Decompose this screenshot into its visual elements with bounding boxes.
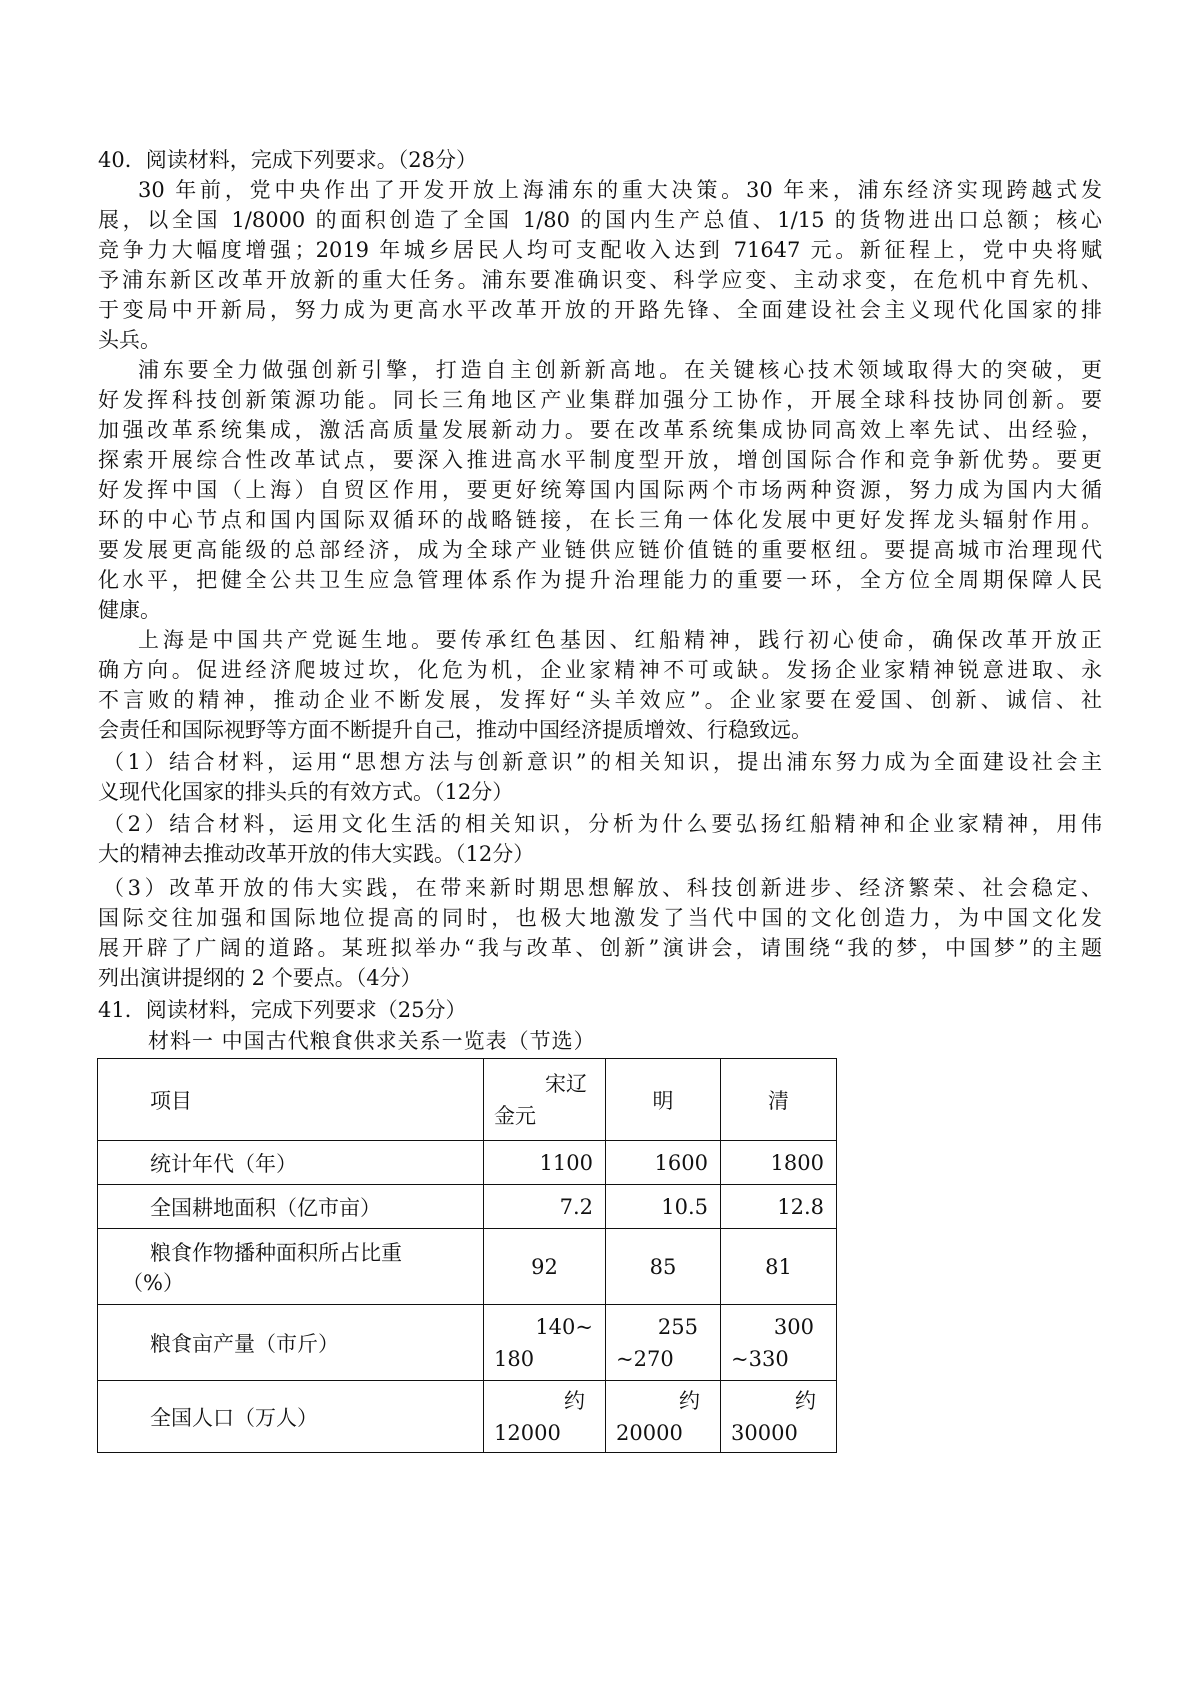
- q40-subq3-line: （3）改革开放的伟大实践，在带来新时期思想解放、科技创新进步、经济繁荣、社会稳定、: [103, 876, 1102, 900]
- table-header-row: [98, 1059, 837, 1141]
- header-song-liao-jin-yuan: [484, 1059, 606, 1141]
- q40-subq3-line: 国际交往加强和国际地位提高的同时，也极大地激发了当代中国的文化创造力，为中国文化发: [98, 906, 1102, 930]
- q40-para1-line: 竞争力大幅度增强；2019 年城乡居民人均可支配收入达到 71647 元。新征程上，党中央将赋: [98, 238, 1102, 262]
- table-cell: [606, 1305, 721, 1381]
- table-caption: 材料一 中国古代粮食供求关系一览表（节选）: [148, 1029, 596, 1053]
- q40-header: 40．阅读材料，完成下列要求。（28分）: [98, 148, 477, 172]
- q40-subq2-line: （2）结合材料，运用文化生活的相关知识，分析为什么要弘扬红船精神和企业家精神，用伟: [103, 812, 1102, 836]
- cell-bottom: 180: [494, 1346, 535, 1371]
- header-qing: 清: [721, 1059, 837, 1141]
- table-cell: 10.5: [606, 1185, 721, 1229]
- row-label: 全国人口（万人）: [98, 1381, 484, 1453]
- q40-subq2-line: 大的精神去推动改革开放的伟大实践。（12分）: [98, 842, 535, 866]
- q40-subq3-line: 列出演讲提纲的 2 个要点。（4分）: [98, 966, 422, 990]
- q40-para3-line: 会责任和国际视野等方面不断提升自己，推动中国经济提质增效、行稳致远。: [98, 718, 812, 742]
- table-cell: 12.8: [721, 1185, 837, 1229]
- q40-para1-line: 展，以全国 1/8000 的面积创造了全国 1/80 的国内生产总值、1/15 的货物进出口总额；核心: [98, 208, 1102, 232]
- cell-bottom: 20000: [616, 1420, 683, 1445]
- header-cell-top: 宋辽: [545, 1071, 587, 1096]
- table-cell: 7.2: [484, 1185, 606, 1229]
- q40-para2-line: 好发挥科技创新策源功能。同长三角地区产业集群加强分工协作，开展全球科技协同创新。要: [98, 388, 1102, 412]
- row-label-unit: （%）: [122, 1270, 184, 1295]
- cell-top: 约: [564, 1388, 585, 1413]
- q40-para2-line: 化水平，把健全公共卫生应急管理体系作为提升治理能力的重要一环，全方位全周期保障人民: [98, 568, 1102, 592]
- q40-subq3-line: 展开辟了广阔的道路。某班拟举办“我与改革、创新”演讲会，请围绕“我的梦，中国梦”的主题: [98, 936, 1102, 960]
- q40-para1-line: 予浦东新区改革开放新的重大任务。浦东要准确识变、科学应变、主动求变，在危机中育先机、: [98, 268, 1102, 292]
- table-cell: 1100: [484, 1141, 606, 1185]
- cell-top: 约: [679, 1388, 700, 1413]
- q40-para2-line: 探索开展综合性改革试点，要深入推进高水平制度型开放，增创国际合作和竞争新优势。要更: [98, 448, 1102, 472]
- row-label: 统计年代（年）: [98, 1141, 484, 1185]
- q40-para1-line: 于变局中开新局，努力成为更高水平改革开放的开路先锋、全面建设社会主义现代化国家的排: [98, 298, 1102, 322]
- table-cell: 92: [484, 1229, 606, 1305]
- table-cell: [484, 1381, 606, 1453]
- table-cell: 1800: [721, 1141, 837, 1185]
- header-item: 项目: [98, 1059, 484, 1141]
- grain-supply-table: [97, 1058, 837, 1453]
- row-label-line: 粮食作物播种面积所占比重: [150, 1240, 402, 1265]
- q40-para2-line: 健康。: [98, 598, 161, 622]
- table-row: [98, 1185, 837, 1229]
- cell-top: 140~: [535, 1314, 593, 1339]
- q40-subq1-line: （1）结合材料，运用“思想方法与创新意识”的相关知识，提出浦东努力成为全面建设社会主: [103, 750, 1102, 774]
- cell-bottom: 12000: [494, 1420, 561, 1445]
- q40-para2-line: 环的中心节点和国内国际双循环的战略链接，在长三角一体化发展中更好发挥龙头辐射作用。: [98, 508, 1102, 532]
- header-cell-bottom: 金元: [494, 1103, 536, 1128]
- table-cell: 85: [606, 1229, 721, 1305]
- q40-para2-line: 好发挥中国（上海）自贸区作用，要更好统筹国内国际两个市场两种资源，努力成为国内大循: [98, 478, 1102, 502]
- q40-para2-line: 加强改革系统集成，激活高质量发展新动力。要在改革系统集成协同高效上率先试、出经验，: [98, 418, 1102, 442]
- q40-para2-line: 浦东要全力做强创新引擎，打造自主创新新高地。在关键核心技术领域取得大的突破，更: [138, 358, 1102, 382]
- q40-subq1-line: 义现代化国家的排头兵的有效方式。（12分）: [98, 780, 514, 804]
- table-cell: 1600: [606, 1141, 721, 1185]
- table-row: [98, 1229, 837, 1305]
- q40-para1-line: 头兵。: [98, 328, 161, 352]
- table-cell: [721, 1381, 837, 1453]
- table-cell: 81: [721, 1229, 837, 1305]
- q40-para3-line: 确方向。促进经济爬坡过坎，化危为机，企业家精神不可或缺。发扬企业家精神锐意进取、永: [98, 658, 1102, 682]
- cell-bottom: ~270: [616, 1346, 674, 1371]
- q40-para3-line: 上海是中国共产党诞生地。要传承红色基因、红船精神，践行初心使命，确保改革开放正: [138, 628, 1102, 652]
- q40-para3-line: 不言败的精神，推动企业不断发展，发挥好“头羊效应”。企业家要在爱国、创新、诚信、社: [98, 688, 1102, 712]
- cell-top: 约: [795, 1388, 816, 1413]
- row-label: [98, 1229, 484, 1305]
- header-ming: 明: [606, 1059, 721, 1141]
- table-cell: [606, 1381, 721, 1453]
- row-label: 粮食亩产量（市斤）: [98, 1305, 484, 1381]
- cell-top: 255: [657, 1314, 698, 1339]
- table-row: [98, 1141, 837, 1185]
- table-row: [98, 1381, 837, 1453]
- cell-top: 300: [773, 1314, 814, 1339]
- cell-bottom: 30000: [731, 1420, 798, 1445]
- q40-para1-line: 30 年前，党中央作出了开发开放上海浦东的重大决策。30 年来，浦东经济实现跨越式发: [138, 178, 1102, 202]
- table-row: [98, 1305, 837, 1381]
- cell-bottom: ~330: [731, 1346, 789, 1371]
- table-cell: [484, 1305, 606, 1381]
- row-label: 全国耕地面积（亿市亩）: [98, 1185, 484, 1229]
- q40-para2-line: 要发展更高能级的总部经济，成为全球产业链供应链价值链的重要枢纽。要提高城市治理现代: [98, 538, 1102, 562]
- table-cell: [721, 1305, 837, 1381]
- q41-header: 41．阅读材料，完成下列要求（25分）: [98, 998, 467, 1022]
